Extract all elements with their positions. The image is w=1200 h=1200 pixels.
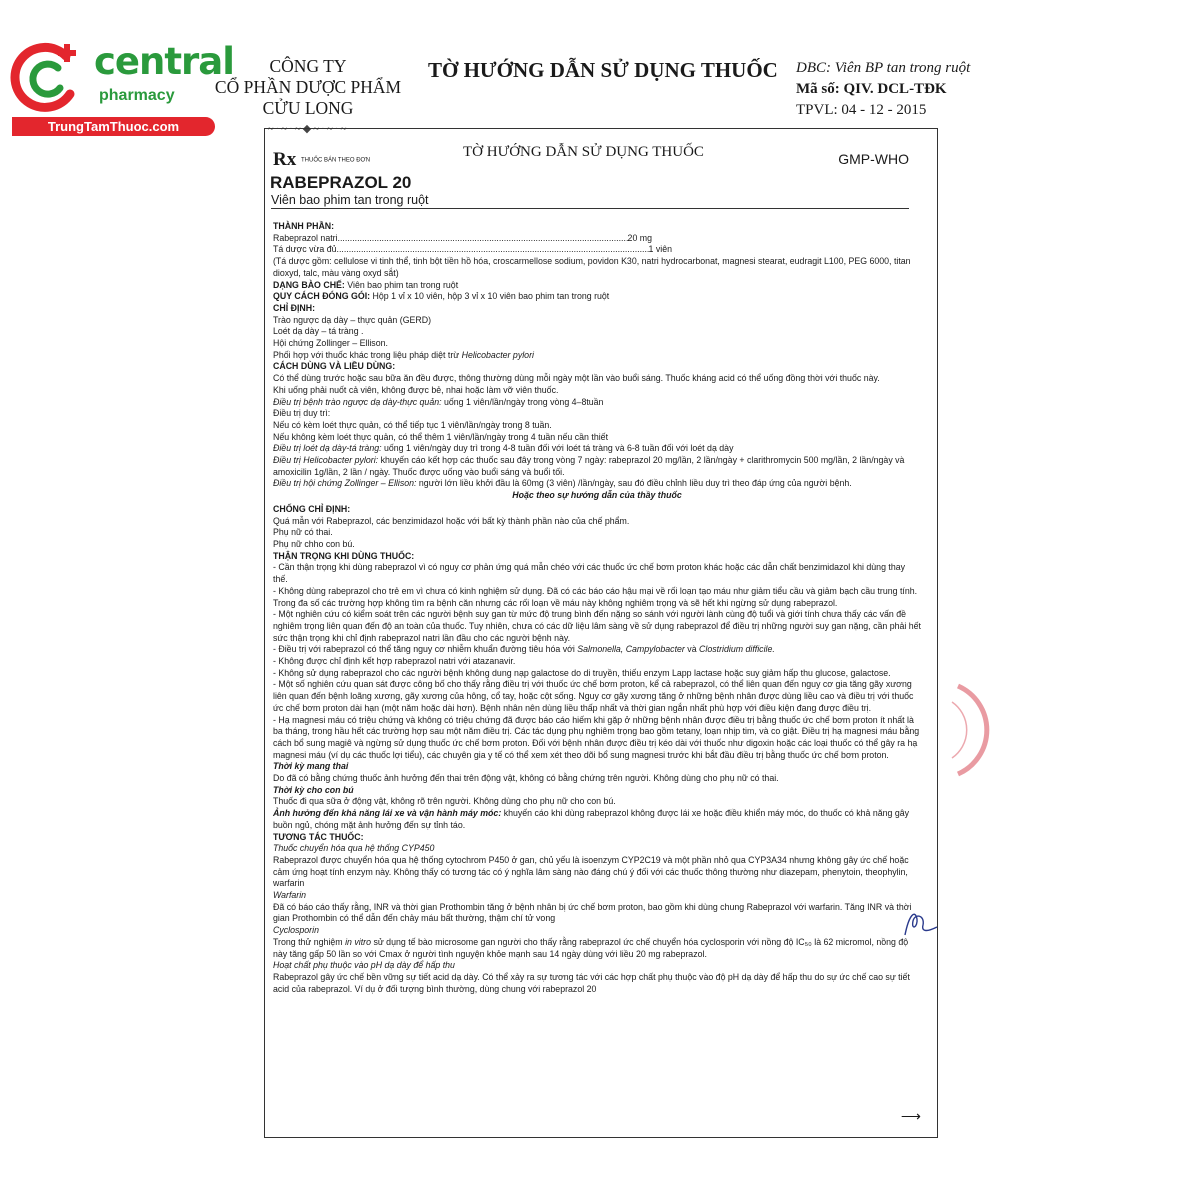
red-stamp-icon xyxy=(948,680,1008,780)
subsection-heading: Thời kỳ cho con bú xyxy=(273,784,354,795)
leaflet-body xyxy=(273,221,921,995)
precaution-item: - Một nghiên cứu có kiểm soát trên các người bệnh suy gan từ mức độ trung bình đến nặng so sánh với người lành cùng độ tuổi và giới tính chưa thấy các vấn đề nghiêm trọng liên quan đến độ an toàn của thuốc. Tuy nhiên, chưa có các dữ liệu lâm sàng về sử dụng rabeprazol để điều trị những người suy gan nặng, cần phải hết sức thận trọng khi chỉ định rabeprazol natri lần đầu cho các người bệnh này. xyxy=(273,609,921,643)
product-form: Viên bao phim tan trong ruột xyxy=(271,193,429,207)
text-run: uống 1 viên/lần/ngày trong vòng 4–8tuần xyxy=(441,396,604,407)
interaction-text xyxy=(273,937,921,960)
precaution-item: - Một số nghiên cứu quan sát được công bố cho thấy rằng điều trị với thuốc ức chế bơm proton, kể cả rabeprazol, có thể liên quan đến nguy cơ gia tăng gãy xương liên quan đến bệnh loãng xương, gãy xương của hông, cổ tay, hoặc cột sống. Nguy cơ gãy xương tăng ở những bệnh nhân được dùng liều cao và điều trị với thuốc ức chế bơm proton dài hạn (một năm hoặc dài hơn). Bệnh nhân nên dùng liều thấp nhất và thời gian ngắn nhất phù hợp với điều kiện đang được điều trị. xyxy=(273,679,914,713)
dot-leader xyxy=(337,244,649,256)
dosage-text: Nếu có kèm loét thực quản, có thể tiếp tục 1 viên/lần/ngày trong 8 tuần. xyxy=(273,419,552,430)
logo-brand-sub: pharmacy xyxy=(99,87,175,104)
italic-run: Salmonella, Campylobacter xyxy=(577,644,685,655)
indication-item: Hội chứng Zollinger – Ellison. xyxy=(273,338,388,349)
gmp-label: GMP-WHO xyxy=(838,151,909,167)
signature-mark-icon xyxy=(899,905,939,945)
precaution-item: - Không sử dụng rabeprazol cho các người bệnh không dung nạp galactose do di truyền, thiếu enzym Lapp lactase hoặc suy giảm hấp thu glucose, galactose. xyxy=(273,667,891,678)
product-name: RABEPRAZOL 20 xyxy=(270,173,412,192)
text-run: sử dụng tế bào microsome gan người cho thấy rằng rabeprazol ức chế chuyển hóa cyclosporin với nồng độ IC₅₀ là 62 micromol, nồng độ này tăng gấp 50 lần so với Cmax ở người tình nguyện khỏe mạnh sau 14 ngày dùng với liều 20 mg rabeprazol. xyxy=(273,936,909,959)
dosage-text xyxy=(273,455,921,478)
section-heading: THÀNH PHẦN: xyxy=(273,221,335,231)
subsection-heading: Thời kỳ mang thai xyxy=(273,761,349,772)
italic-run: Điều trị hội chứng Zollinger – Ellison: xyxy=(273,478,417,489)
section-heading: CÁCH DÙNG VÀ LIỀU DÙNG: xyxy=(273,361,396,372)
driving-text xyxy=(273,808,921,831)
document-meta xyxy=(796,58,970,121)
dosage-text: Điều trị duy trì: xyxy=(273,408,331,419)
page-title: TỜ HƯỚNG DẪN SỬ DỤNG THUỐC xyxy=(428,58,778,82)
interaction-text: Rabeprazol được chuyển hóa qua hệ thống cytochrom P450 ở gan, chủ yếu là isoenzym CYP2C19 và một phần nhỏ qua CYP3A34 nhưng không gây ức chế hoặc cảm ứng hoạt tính enzym này. Không thấy có tương tác có ý nghĩa lâm sàng nào đáng chú ý đối với các thuốc thông thường như diazepam, phenytoin, theophylin, warfarin xyxy=(273,854,909,889)
section-heading: THẬN TRỌNG KHI DÙNG THUỐC: xyxy=(273,550,415,561)
contraindication-item: Phụ nữ chho con bú. xyxy=(273,538,355,549)
dosage-text xyxy=(273,397,921,409)
text-run: khuyến cáo kết hợp các thuốc sau đây trong vòng 7 ngày: rabeprazol 20 mg/lần, 2 lần/ngày + clarithromycin 500 mg/lần, 2 lần/ngày và amoxicilin 1g/lần, 2 lần / ngày. Thuốc được uống vào buổi sáng và buổi tối. xyxy=(273,455,905,477)
packaging-line xyxy=(273,291,921,303)
excipients: (Tá dược gồm: cellulose vi tinh thể, tinh bột tiền hồ hóa, croscarmellose sodium, povidon K30, natri hydrocarbonat, magnesi stearat, eudragit L100, PEG 6000, titan dioxyd, talc, màu vàng oxyd sắt) xyxy=(273,256,911,278)
ornament-divider: ~·~·~◆~·~·~ xyxy=(267,123,349,135)
italic-run: Clostridium difficile. xyxy=(699,644,775,655)
ingredient-amount: 20 mg xyxy=(627,232,652,243)
meta-tpvl: TPVL: 04 - 12 - 2015 xyxy=(796,102,927,118)
italic-run: Điều trị bệnh trào ngược dạ dày-thực quản: xyxy=(273,396,442,407)
ingredient-name: Rabeprazol natri xyxy=(273,232,338,243)
contraindication-item: Phụ nữ có thai. xyxy=(273,527,333,538)
rx-symbol: Rx xyxy=(273,149,297,170)
ingredient-row xyxy=(273,233,921,245)
header-rule xyxy=(271,208,909,209)
precaution-item: - Hạ magnesi máu có triệu chứng và không có triệu chứng đã được báo cáo hiếm khi gặp ở những bệnh nhân được điều trị bằng thuốc ức chế bơm proton ít nhất là ba tháng, trong hầu hết các trường hợp sau một năm điều trị. Các tác dụng phụ nghiêm trọng bao gồm tetany, loạn nhịp tim, và co giật. Điều trị hạ magnesi máu bằng cách bổ sung magiê và ngừng sử dụng thuốc ức chế bơm proton. Đối với bệnh nhân được điều trị kéo dài với thuốc như digoxin hoặc các loại thuốc có thể gây ra hạ magnesi máu (ví dụ các thuốc lợi tiểu), các chuyên gia y tế có thể xem xét theo dõi bổ sung magnesi trước khi bắt đầu điều trị bằng thuốc ức chế bơm proton. xyxy=(273,714,920,760)
indication-item: Loét dạ dày – tá tràng . xyxy=(273,326,364,337)
interaction-text: Rabeprazol gây ức chế bền vững sự tiết acid dạ dày. Có thể xảy ra sự tương tác với các hợp chất phụ thuộc vào độ pH dạ dày để hấp thu do sự ức chế cao sự tiết acid của rabeprazol. Ví dụ ở đối tượng bình thường, dùng chung với rabeprazol 20 xyxy=(273,972,910,994)
subsection-heading: Thuốc chuyển hóa qua hệ thống CYP450 xyxy=(273,843,435,854)
dot-leader xyxy=(338,233,628,245)
logo-brand: central xyxy=(94,40,234,83)
logo-site-link[interactable]: TrungTamThuoc.com xyxy=(12,117,215,136)
subsection-heading: Hoạt chất phụ thuộc vào pH dạ dày để hấp thu xyxy=(273,960,455,971)
rx-label: THUỐC BÁN THEO ĐƠN xyxy=(300,157,371,164)
company-line-2: CỔ PHẦN DƯỢC PHẨM xyxy=(214,77,402,97)
section-heading: DẠNG BÀO CHẾ: xyxy=(273,279,345,290)
precaution-item: - Cần thận trọng khi dùng rabeprazol vì có nguy cơ phản ứng quá mẫn chéo với các thuốc ức chế bơm proton khác hoặc các dẫn chất benzimidazol khi dùng thay thế. xyxy=(273,562,906,585)
leaflet-sheet xyxy=(264,128,938,1138)
dosage-form-value: Viên bao phim tan trong ruột xyxy=(344,279,459,290)
dosage-text: Khi uống phải nuốt cả viên, không được bẻ, nhai hoặc làm vỡ viên thuốc. xyxy=(273,384,559,395)
central-pharmacy-logo xyxy=(8,38,234,138)
packaging-value: Hộp 1 vỉ x 10 viên, hộp 3 vỉ x 10 viên bao phim tan trong ruột xyxy=(370,291,610,302)
dosage-form-line xyxy=(273,280,921,292)
text-run: người lớn liều khởi đầu là 60mg (3 viên) /lần/ngày, sau đó điều chỉnh liều duy trì theo đáp ứng của người bệnh. xyxy=(416,478,852,489)
italic-run: in vitro xyxy=(345,936,371,947)
precaution-item: - Không dùng rabeprazol cho trẻ em vì chưa có kinh nghiệm sử dụng. Đã có các báo cáo hậu mại về rối loạn tạo máu như giảm tiểu cầu và giảm bạch cầu trung tính. Trong đa số các trường hợp không tìm ra bệnh căn nhưng các rối loạn về máu này không nghiêm trọng và sẽ hết khi ngừng sử dụng rabeprazol. xyxy=(273,585,918,608)
subsection-heading: Ảnh hưởng đến khả năng lái xe và vận hành máy móc: xyxy=(273,808,502,819)
precaution-item xyxy=(273,644,921,656)
next-page-arrow-icon: ⟶ xyxy=(900,1108,921,1124)
dosage-text xyxy=(273,478,921,490)
dosage-text: Nếu không kèm loét thực quản, có thể thêm 1 viên/lần/ngày trong 4 tuần nếu cần thiết xyxy=(273,431,609,442)
ingredient-amount: 1 viên xyxy=(648,244,672,255)
indication-item: Trào ngược dạ dày – thực quản (GERD) xyxy=(273,314,432,325)
indication-item xyxy=(273,350,921,362)
logo-mark-icon xyxy=(8,38,88,118)
pregnancy-text: Do đã có bằng chứng thuốc ảnh hưởng đến thai trên động vật, không có bằng chứng trên người. Không dùng cho phụ nữ có thai. xyxy=(273,773,779,784)
dosage-text: Có thể dùng trước hoặc sau bữa ăn đều được, thông thường dùng mỗi ngày một lần vào buổi sáng. Thuốc kháng acid có thể uống đồng thời với thuốc này. xyxy=(273,373,880,384)
section-heading: TƯƠNG TÁC THUỐC: xyxy=(273,831,364,842)
interaction-text: Đã có báo cáo thấy rằng, INR và thời gian Prothombin tăng ở bệnh nhân bị ức chế bơm proton, bao gồm khi dùng chung Rabeprazol với warfarin. Tăng INR và thời gian Prothombin có thể dẫn đến chảy máu bất thường, thậm chí tử vong xyxy=(273,901,912,924)
dosage-text xyxy=(273,443,921,455)
company-line-1: CÔNG TY xyxy=(269,56,347,76)
subsection-heading: Cyclosporin xyxy=(273,925,319,936)
text-run: khuyến cáo khi dùng rabeprazol không được lái xe hoặc điều khiển máy móc, do thuốc có khả năng gây buồn ngủ, chóng mặt ảnh hưởng đến sự tỉnh táo. xyxy=(273,808,910,830)
rx-badge xyxy=(273,149,370,171)
section-heading: CHỈ ĐỊNH: xyxy=(273,302,316,313)
italic-run: Helicobacter pylori xyxy=(461,349,534,360)
subsection-heading: Warfarin xyxy=(273,890,307,901)
text-run: và xyxy=(684,644,700,655)
contraindication-item: Quá mẫn với Rabeprazol, các benzimidazol hoặc với bất kỳ thành phần nào của chế phẩm. xyxy=(273,515,630,526)
precaution-item: - Không được chỉ định kết hợp rabeprazol natri với atazanavir. xyxy=(273,656,516,667)
section-heading: QUY CÁCH ĐÓNG GÓI: xyxy=(273,291,371,302)
text-run: - Điều trị với rabeprazol có thể tăng nguy cơ nhiễm khuẩn đường tiêu hóa với xyxy=(273,644,578,655)
meta-dbc: DBC: Viên BP tan trong ruột xyxy=(796,60,971,76)
company-line-3: CỬU LONG xyxy=(262,98,354,118)
text-run: Trong thử nghiệm xyxy=(273,936,346,947)
italic-run: Điều trị Helicobacter pylori: xyxy=(273,455,379,466)
ingredient-name: Tá dược vừa đủ xyxy=(273,244,337,255)
meta-code: Mã số: QIV. DCL-TĐK xyxy=(796,81,947,97)
ingredient-row xyxy=(273,244,921,256)
lactation-text: Thuốc đi qua sữa ở động vật, không rõ trên người. Không dùng cho phụ nữ cho con bú. xyxy=(273,796,616,807)
section-heading: CHỐNG CHỈ ĐỊNH: xyxy=(273,503,351,514)
italic-run: Điều trị loét dạ dày-tá tràng: xyxy=(273,443,382,454)
doctor-guidance: Hoặc theo sự hướng dẫn của thầy thuốc xyxy=(512,490,682,501)
text-run: uống 1 viên/ngày duy trì trong 4-8 tuần đối với loét tá tràng và 6-8 tuần đối với loét dạ dày xyxy=(381,443,734,454)
text-run: Phối hợp với thuốc khác trong liệu pháp diệt trừ xyxy=(273,349,462,360)
sheet-title: TỜ HƯỚNG DẪN SỬ DỤNG THUỐC xyxy=(463,144,704,160)
